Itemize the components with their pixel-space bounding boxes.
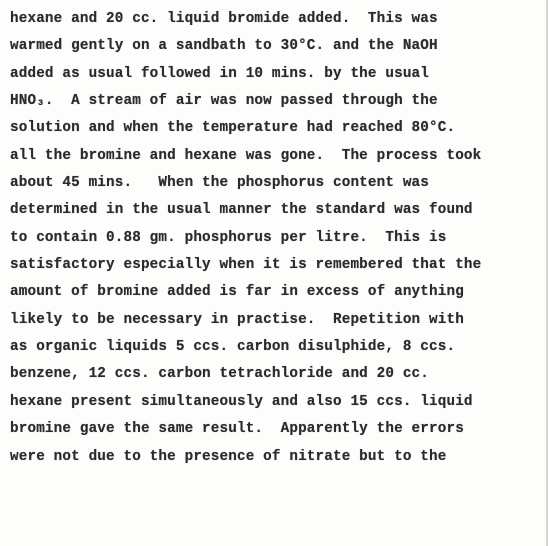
text-line-3: added as usual followed in 10 mins. by the usual	[10, 65, 430, 82]
text-line-11: amount of bromine added is far in excess of anything	[10, 284, 464, 301]
text-line-5: solution and when the temperature had reached 80°C.	[10, 120, 456, 137]
text-line-16: bromine gave the same result. Apparently the errors	[10, 421, 464, 438]
text-line-2: warmed gently on a sandbath to 30°C. and the NaOH	[10, 38, 438, 55]
text-body	[10, 6, 548, 471]
text-line-6: all the bromine and hexane was gone. The process took	[10, 147, 482, 164]
text-line-7: about 45 mins. When the phosphorus content was	[10, 175, 430, 192]
text-line-15: hexane present simultaneously and also 15 ccs. liquid	[10, 393, 473, 410]
text-line-13: as organic liquids 5 ccs. carbon disulphide, 8 ccs.	[10, 339, 456, 356]
text-line-8: determined in the usual manner the standard was found	[10, 202, 473, 219]
text-line-14: benzene, 12 ccs. carbon tetrachloride and 20 cc.	[10, 366, 430, 383]
text-line-1: hexane and 20 cc. liquid bromide added. This was	[10, 11, 438, 27]
text-line-10: satisfactory especially when it is remembered that the	[10, 257, 482, 274]
text-line-17: were not due to the presence of nitrate but to the	[10, 448, 447, 465]
text-line-4: HNO₃. A stream of air was now passed through the	[10, 93, 438, 110]
text-line-12: likely to be necessary in practise. Repetition with	[10, 311, 464, 328]
text-line-9: to contain 0.88 gm. phosphorus per litre. This is	[10, 229, 447, 246]
